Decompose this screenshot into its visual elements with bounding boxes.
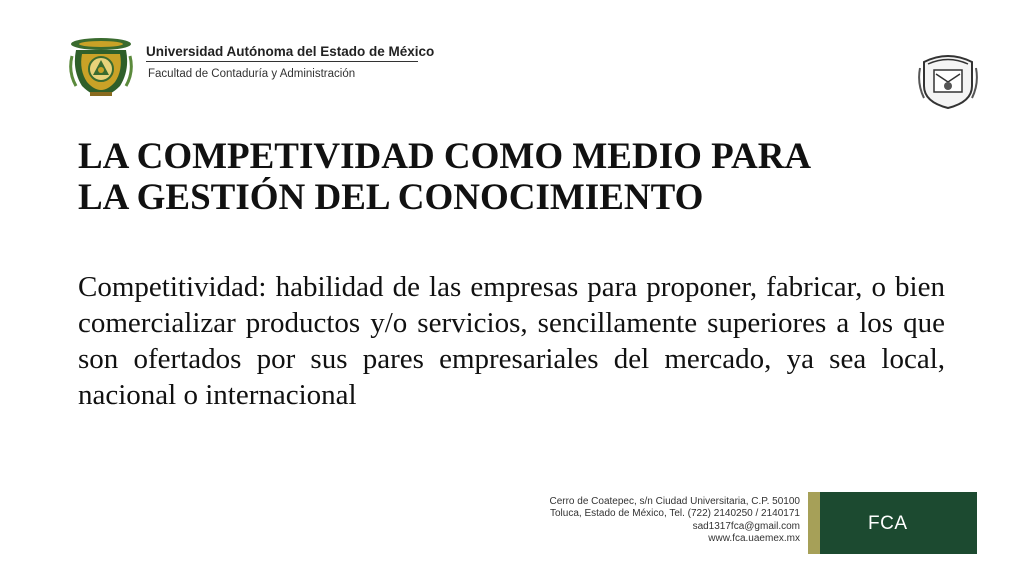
header: [68, 36, 435, 100]
footer-gold-stripe: [808, 492, 820, 554]
footer-address-line-2: Toluca, Estado de México, Tel. (722) 2140250 / 2140171: [550, 508, 800, 520]
slide-title-line-1: LA COMPETIVIDAD COMO MEDIO PARA: [78, 136, 812, 177]
footer-email: sad1317fca@gmail.com: [692, 520, 800, 532]
university-name: Universidad Autónoma del Estado de México: [146, 44, 435, 59]
footer-website: www.fca.uaemex.mx: [708, 533, 800, 545]
faculty-name: Facultad de Contaduría y Administración: [148, 68, 356, 80]
fca-seal-icon: [918, 52, 978, 110]
footer-contact: [549, 496, 800, 546]
slide-title: [78, 136, 958, 218]
slide-title-line-2: LA GESTIÓN DEL CONOCIMIENTO: [78, 177, 704, 218]
slide-body: Competitividad: habilidad de las empresas para proponer, fabricar, o bien comercializar productos y/o servicios, sencillamente superiores a los que son ofertados por sus pares empresariales del mercado, ya sea local, nacional o internacional: [78, 271, 945, 411]
footer-brand: FCA: [868, 513, 908, 534]
uaem-crest-icon: [68, 36, 134, 98]
header-divider: [146, 61, 418, 62]
footer-address-line-1: Cerro de Coatepec, s/n Ciudad Universitaria, C.P. 50100: [549, 496, 800, 507]
